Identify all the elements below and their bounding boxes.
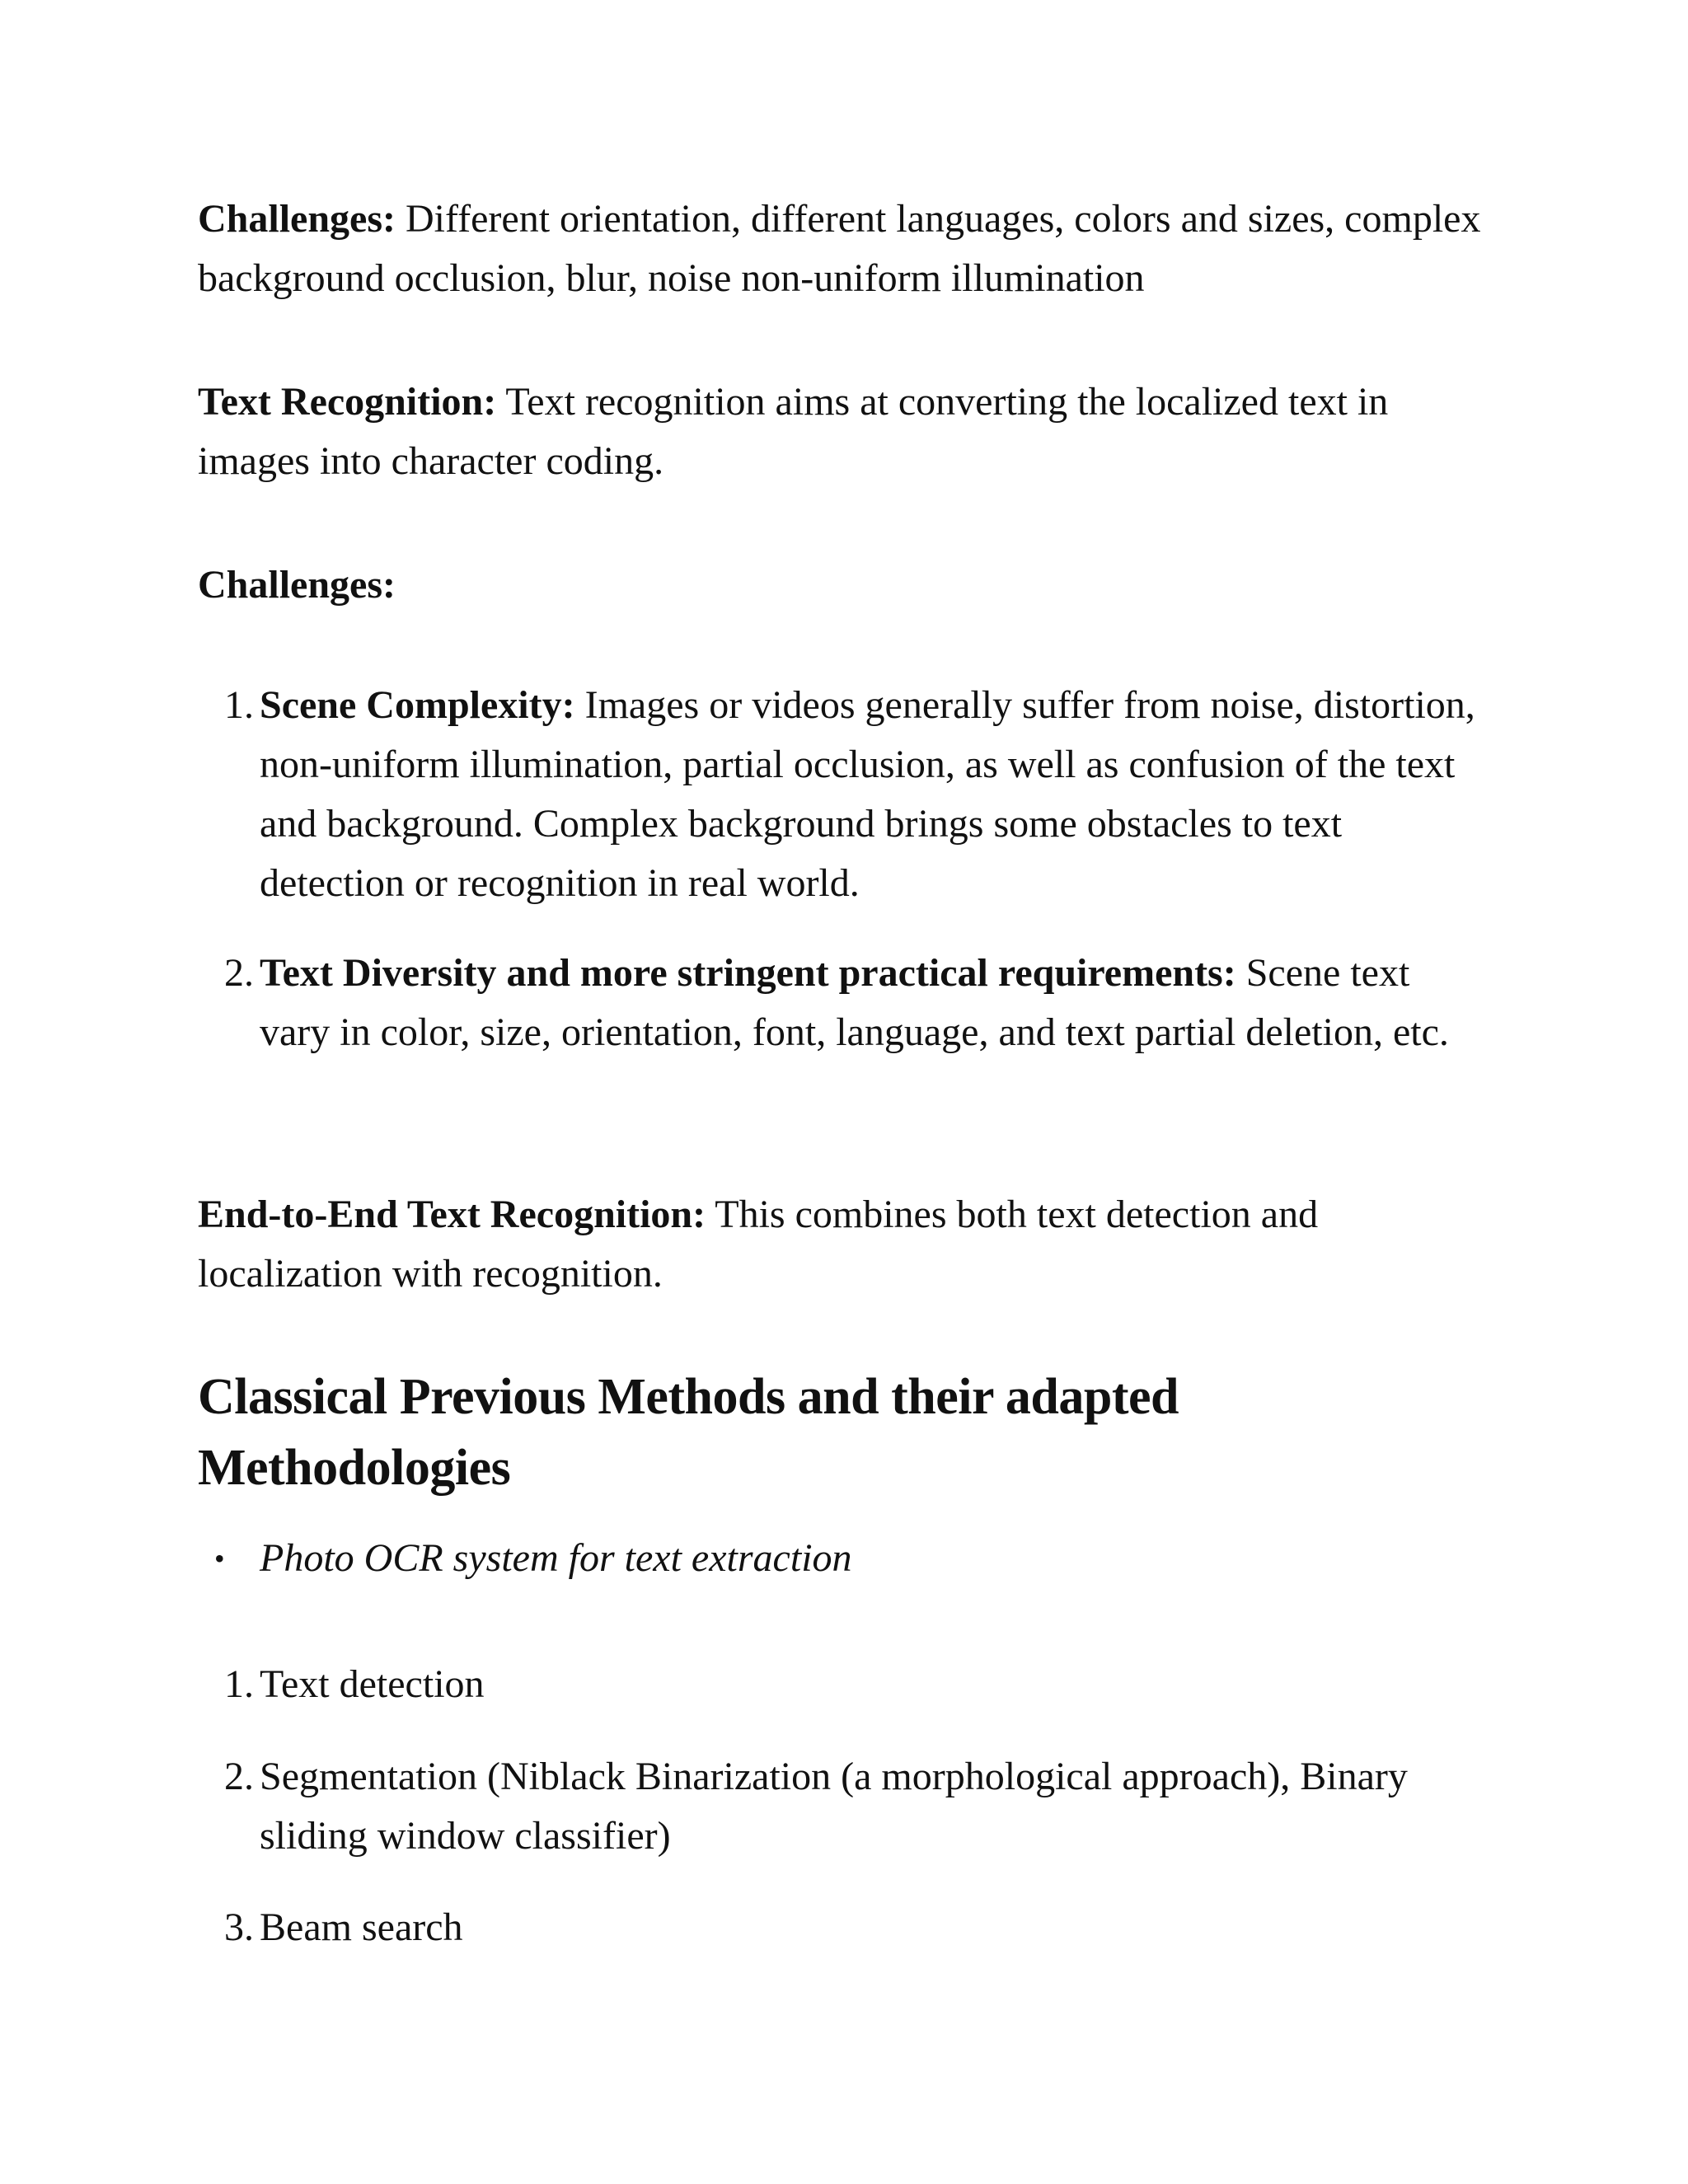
paragraph-challenges-intro <box>198 190 1484 308</box>
text-recognition-label: Text Recognition: <box>198 380 497 424</box>
scene-complexity-text: Images or videos generally suffer from noise, distortion, non-uniform illumination, partial occlusion, as well as confusion of the text and background. Complex background brings some obstacles to text detection or recognition in real world. <box>260 683 1475 905</box>
text-recognition-text: Text recognition aims at converting the localized text in images into character coding. <box>198 380 1389 483</box>
bullet-dot: • <box>214 1542 225 1575</box>
list-item-text <box>260 676 1479 913</box>
list-number: 2. <box>224 1755 254 1798</box>
list-item-text <box>260 944 1479 1062</box>
scene-complexity-label: Scene Complexity: <box>260 683 575 727</box>
end-to-end-text: This combines both text detection and localization with recognition. <box>198 1193 1319 1296</box>
step-text: Segmentation (Niblack Binarization (a morphological approach), Binary sliding window classifier) <box>260 1755 1408 1858</box>
text-diversity-text: Scene text vary in color, size, orientation, font, language, and text partial deletion, etc. <box>260 951 1449 1054</box>
list-number: 1. <box>224 1662 254 1706</box>
paragraph-text-recognition <box>198 373 1484 491</box>
list-number: 1. <box>224 683 254 727</box>
text-diversity-label: Text Diversity and more stringent practical requirements: <box>260 951 1236 995</box>
challenges-text: Different orientation, different languages, colors and sizes, complex background occlusion, blur, noise non-uniform illumination <box>198 197 1481 300</box>
paragraph-challenges-heading <box>198 555 1484 615</box>
list-number: 3. <box>224 1905 254 1949</box>
section-heading: Classical Previous Methods and their adapted Methodologies <box>198 1369 1179 1496</box>
challenges-subheading: Challenges: <box>198 563 396 607</box>
step-text: Text detection <box>260 1662 485 1706</box>
list-number: 2. <box>224 951 254 995</box>
bullet-text: Photo OCR system for text extraction <box>260 1536 852 1580</box>
challenges-label: Challenges: <box>198 197 396 241</box>
step-text: Beam search <box>260 1905 463 1949</box>
paragraph-end-to-end <box>198 1185 1484 1304</box>
end-to-end-label: End-to-End Text Recognition: <box>198 1193 706 1236</box>
